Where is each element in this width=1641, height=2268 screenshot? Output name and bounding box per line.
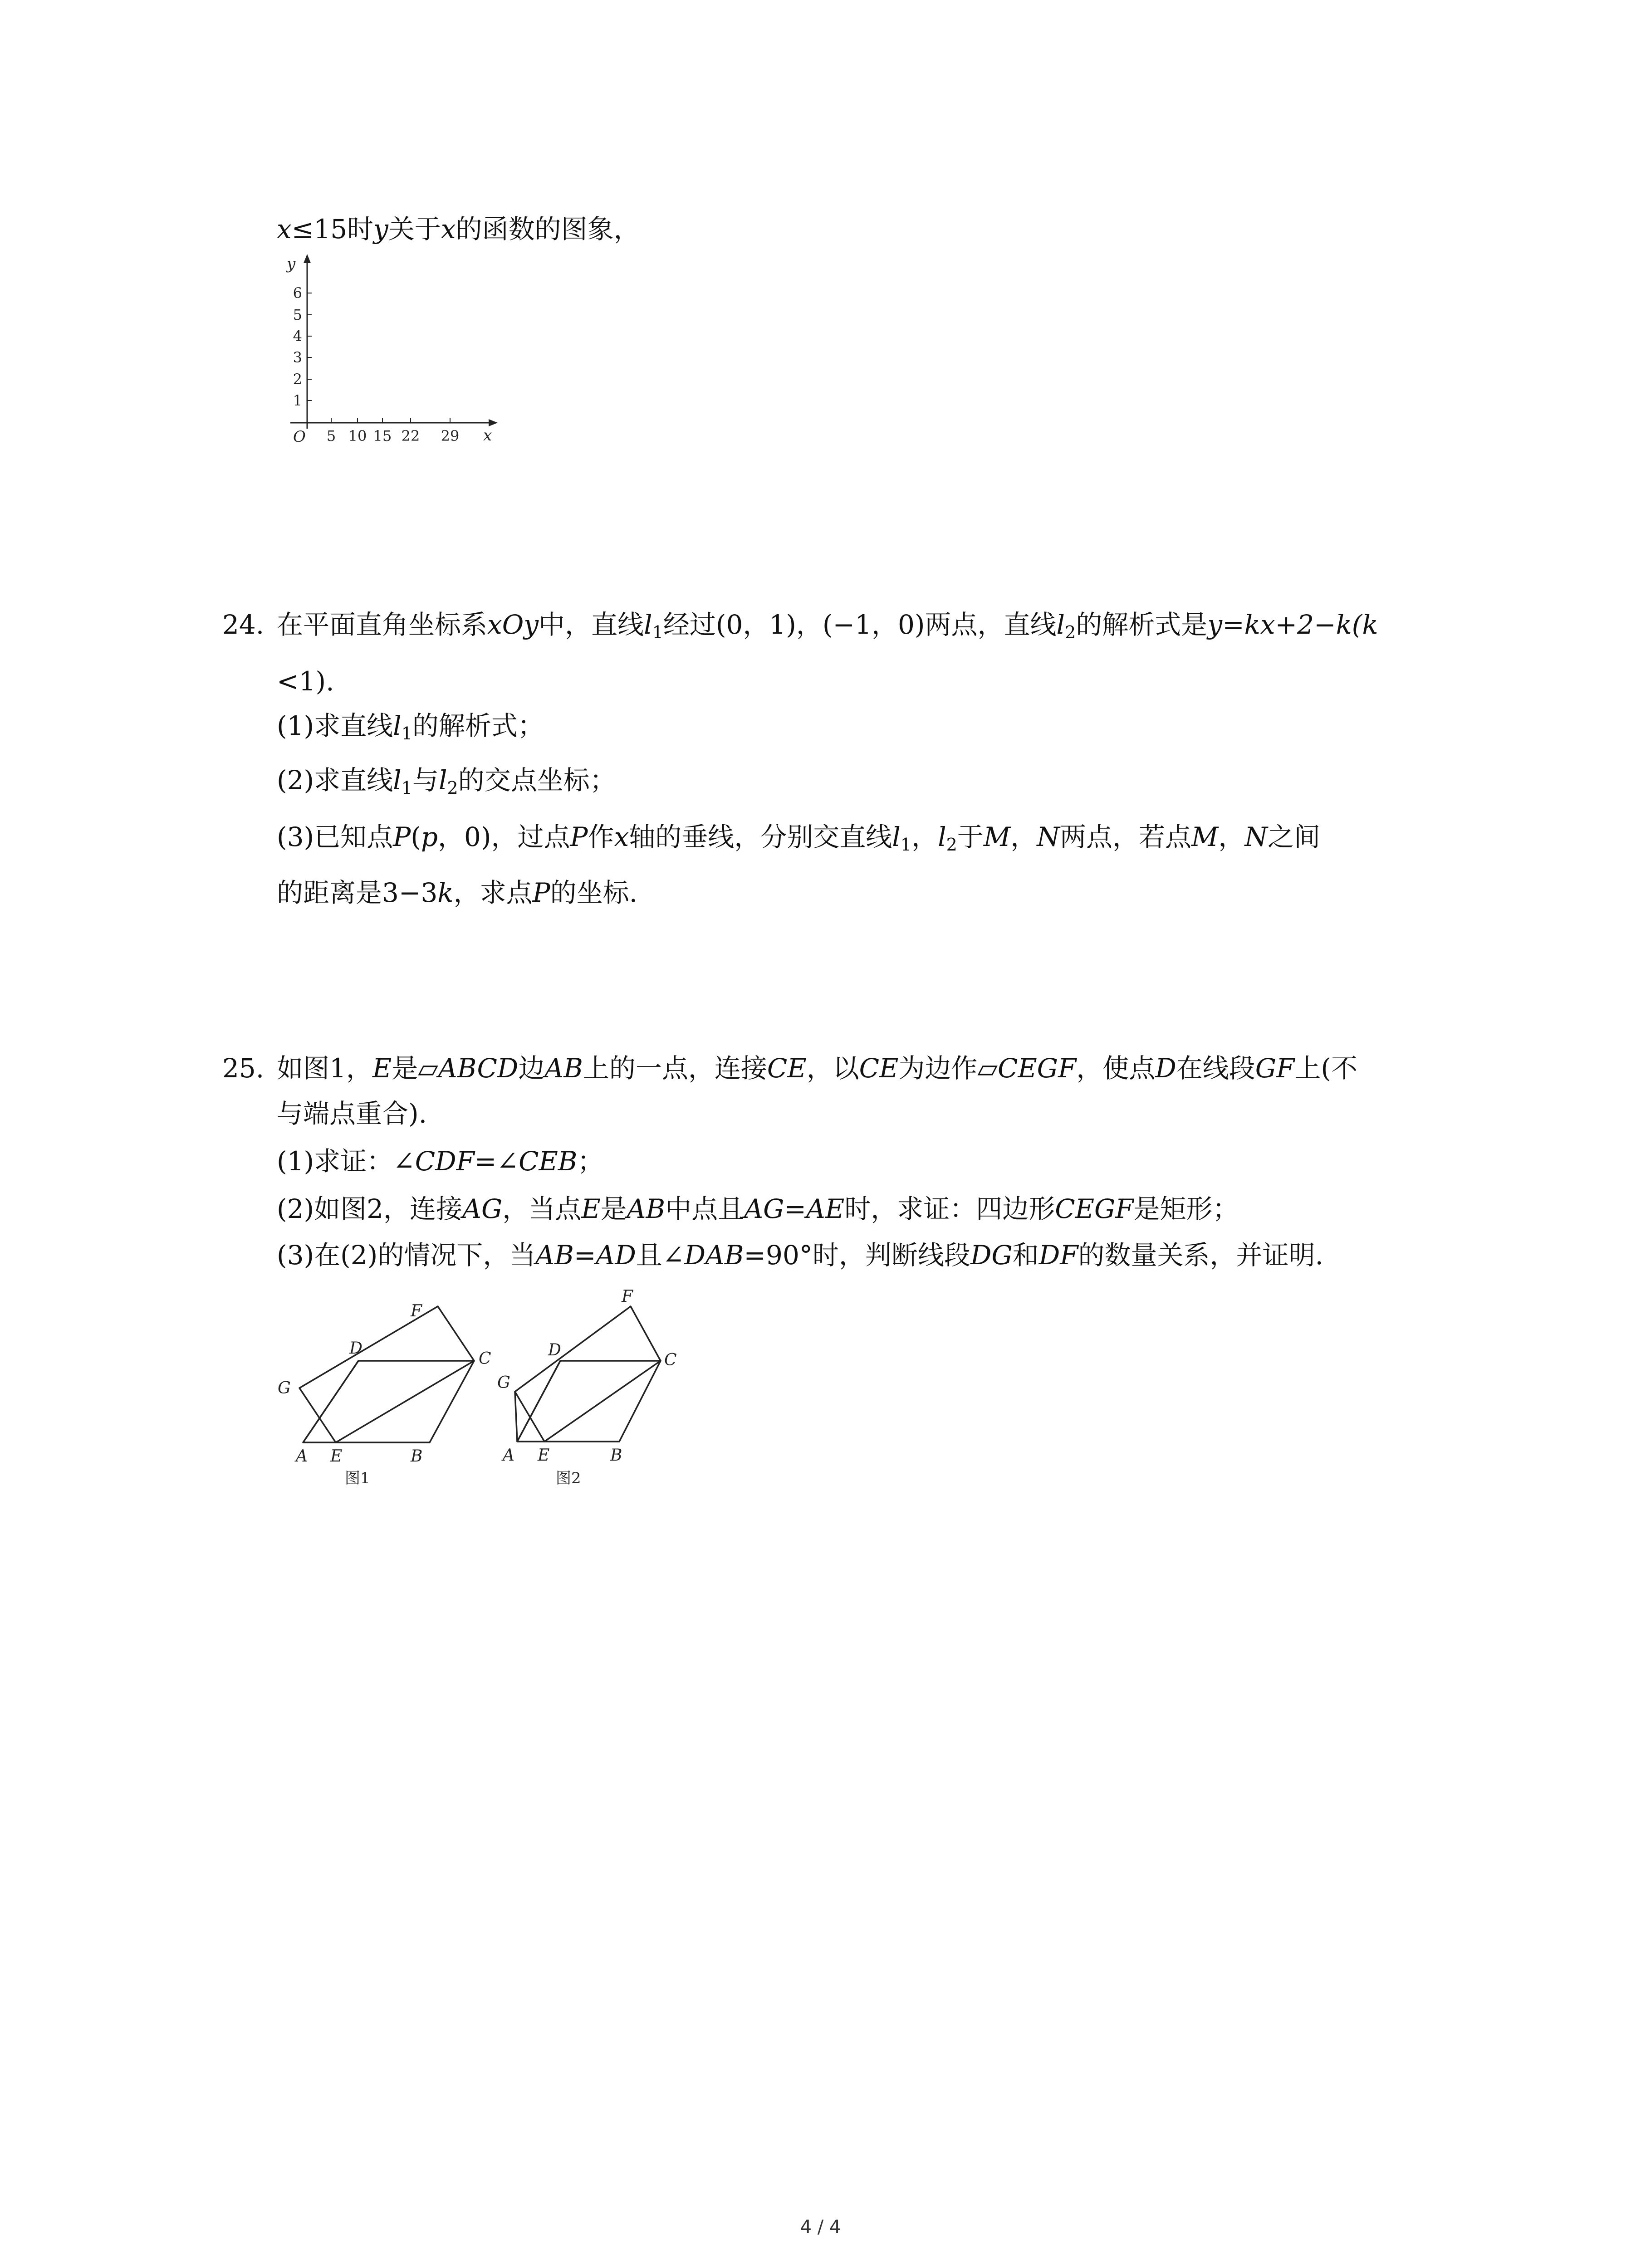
subscript: 1	[900, 835, 912, 855]
segment-db	[303, 1361, 358, 1442]
text-run: 之间	[1268, 821, 1321, 852]
text-run: (3)在(2)的情况下，当	[277, 1240, 536, 1271]
text-run: (2)求直线	[277, 765, 393, 796]
text-run: 如图1，	[277, 1053, 372, 1084]
text-run: 的解析式是	[1076, 609, 1208, 640]
q24-part-3	[277, 819, 1320, 855]
y-tick-label: 2	[293, 371, 302, 388]
math-run: y=kx+2−k(k	[1207, 609, 1378, 640]
math-run: CE	[767, 1053, 807, 1084]
var-x: x	[277, 214, 292, 244]
point-label-a: A	[296, 1447, 308, 1466]
q25-line-1	[277, 1050, 1357, 1086]
text-run: ；	[577, 1146, 604, 1177]
math-run: AB	[544, 1053, 583, 1084]
text-run: 在线段	[1176, 1053, 1255, 1084]
math-run: E	[372, 1053, 392, 1084]
point-label-b: B	[411, 1447, 423, 1466]
text-run: 时，求证：四边形	[844, 1193, 1055, 1224]
text-run: 是矩形；	[1133, 1193, 1239, 1224]
text-run: 边	[518, 1053, 545, 1084]
text-run: (	[411, 821, 421, 852]
text-run: ，使点	[1076, 1053, 1156, 1084]
text-run: 且∠	[636, 1240, 685, 1271]
text-run: <1).	[277, 666, 334, 697]
text-run: (2)如图2，连接	[277, 1193, 463, 1224]
text-run: 于	[957, 821, 984, 852]
text-run: 是▱	[392, 1053, 438, 1084]
math-run: p	[421, 821, 438, 852]
x-tick-label: 5	[326, 427, 336, 445]
text-run: 为边作▱	[898, 1053, 998, 1084]
text-run: 与	[412, 765, 439, 796]
math-run: AB=AD	[535, 1240, 636, 1271]
point-label-d: D	[548, 1341, 561, 1359]
segment-ag	[515, 1392, 517, 1442]
math-run: l	[393, 765, 402, 796]
x-axis-label: x	[483, 426, 492, 445]
x-tick-label: 10	[348, 427, 367, 445]
math-run: CEGF	[997, 1053, 1077, 1084]
math-run: AG	[462, 1193, 503, 1224]
text-run: ，0)，过点	[437, 821, 570, 852]
subscript: 2	[447, 778, 458, 798]
point-label-f: F	[622, 1287, 633, 1306]
subscript: 1	[401, 723, 412, 743]
math-run: E	[581, 1193, 601, 1224]
y-tick-label: 6	[293, 284, 302, 302]
math-run: D	[1155, 1053, 1176, 1084]
text-run: 中，直线	[539, 609, 644, 640]
subscript: 1	[652, 622, 663, 642]
coordinate-graph	[272, 252, 508, 456]
parallelogram-cegf	[515, 1306, 661, 1442]
text-run: 关于	[388, 214, 441, 244]
q25-part-2	[277, 1191, 1239, 1227]
q24-line-1	[277, 606, 1378, 643]
math-run: N	[1244, 821, 1268, 852]
subscript: 2	[1065, 622, 1076, 642]
text-run: 两点，若点	[1059, 821, 1191, 852]
text-run: 在平面直角坐标系	[277, 609, 488, 640]
point-label-c: C	[664, 1351, 677, 1369]
y-tick-label: 4	[293, 327, 302, 345]
math-run: xOy	[487, 609, 539, 640]
text-run: 轴的垂线，分别交直线	[629, 821, 892, 852]
text-run: 的坐标.	[550, 877, 638, 908]
text-run: (1)求证：∠	[277, 1146, 415, 1177]
math-run: ABCD	[438, 1053, 519, 1084]
question-25-number: 25.	[222, 1053, 265, 1084]
math-run: l	[393, 710, 402, 741]
text-run: 的数量关系，并证明.	[1078, 1240, 1323, 1271]
math-run: l	[938, 821, 946, 852]
x-tick-label: 22	[401, 427, 420, 445]
text-run: 的解析式；	[412, 710, 544, 741]
math-run: CE	[859, 1053, 899, 1084]
math-run: CEB	[519, 1146, 578, 1177]
text-run: ，	[1010, 821, 1037, 852]
x-tick-label: 29	[441, 427, 460, 445]
figure-1-caption: 图1	[345, 1469, 370, 1487]
parallelogram-abcd	[303, 1361, 474, 1442]
var-x: x	[441, 214, 456, 244]
math-run: AG=AE	[744, 1193, 845, 1224]
text-run: 上的一点，连接	[583, 1053, 767, 1084]
math-run: CDF	[415, 1146, 475, 1177]
parallelogram-cegf	[299, 1306, 474, 1442]
text-run: ，	[1218, 821, 1245, 852]
text-run: 是	[600, 1193, 627, 1224]
text-run: 上(不	[1294, 1053, 1357, 1084]
point-label-f: F	[411, 1302, 422, 1320]
math-run: CEGF	[1055, 1193, 1134, 1224]
text-run: 与端点重合).	[277, 1098, 427, 1129]
q24-line-2	[277, 663, 334, 699]
point-label-d: D	[349, 1339, 362, 1358]
figure-1	[272, 1293, 508, 1488]
math-run: M	[1191, 821, 1219, 852]
math-run: DF	[1038, 1240, 1078, 1271]
text-run: 经过(0，1)，(−1，0)两点，直线	[663, 609, 1057, 640]
q24-part-3-cont	[277, 875, 637, 911]
text-run: ≤15时	[291, 214, 374, 244]
q25-part-1	[277, 1143, 603, 1179]
math-run: k	[437, 877, 454, 908]
text-run: 的距离是3−3	[277, 877, 438, 908]
x-tick-label: 15	[373, 427, 392, 445]
math-run: GF	[1255, 1053, 1295, 1084]
text-run: (3)已知点	[277, 821, 393, 852]
text-run: ，当点	[502, 1193, 582, 1224]
math-run: DG	[970, 1240, 1013, 1271]
math-run: M	[983, 821, 1011, 852]
math-run: P	[570, 821, 588, 852]
math-run: P	[532, 877, 550, 908]
origin-label: O	[293, 428, 306, 446]
point-label-g: G	[278, 1379, 291, 1398]
text-run: =∠	[474, 1146, 519, 1177]
text-run: ，求点	[453, 877, 533, 908]
text-run: 和	[1012, 1240, 1039, 1271]
subscript: 1	[401, 778, 412, 798]
q24-part-2	[277, 762, 616, 798]
text-run: ，	[911, 821, 938, 852]
point-label-e: E	[538, 1446, 550, 1465]
figure-2	[495, 1270, 730, 1488]
point-label-e: E	[330, 1447, 343, 1466]
text-run: ，以	[806, 1053, 859, 1084]
text-run: 作	[588, 821, 614, 852]
math-run: N	[1037, 821, 1060, 852]
figure-2-caption: 图2	[556, 1469, 581, 1487]
var-y: y	[373, 214, 388, 244]
intro-text	[277, 211, 640, 247]
subscript: 2	[946, 835, 957, 855]
q25-line-2	[277, 1095, 427, 1132]
y-axis-label: y	[287, 255, 296, 273]
math-run: DAB	[684, 1240, 744, 1271]
page-number: 4 / 4	[800, 2217, 841, 2238]
q24-part-1	[277, 708, 544, 744]
point-label-a: A	[503, 1446, 514, 1465]
y-tick-label: 5	[293, 306, 302, 323]
y-tick-label: 3	[293, 349, 302, 366]
text-run: 的函数的图象，	[456, 214, 640, 244]
x-axis-arrow	[489, 419, 498, 426]
segment-db	[517, 1361, 560, 1442]
math-run: l	[1056, 609, 1065, 640]
text-run: 中点且	[665, 1193, 745, 1224]
math-run: l	[644, 609, 652, 640]
math-run: l	[892, 821, 901, 852]
text-run: =90°时，判断线段	[744, 1240, 970, 1271]
point-label-g: G	[497, 1374, 510, 1392]
math-run: P	[393, 821, 411, 852]
math-run: x	[614, 821, 629, 852]
y-axis-arrow	[304, 254, 311, 263]
question-24-number: 24.	[222, 609, 265, 640]
math-run: AB	[627, 1193, 666, 1224]
text-run: 的交点坐标；	[458, 765, 616, 796]
point-label-b: B	[610, 1446, 622, 1465]
point-label-c: C	[479, 1349, 491, 1368]
math-run: l	[438, 765, 447, 796]
q25-part-3	[277, 1237, 1323, 1273]
text-run: (1)求直线	[277, 710, 393, 741]
y-tick-label: 1	[293, 392, 302, 409]
